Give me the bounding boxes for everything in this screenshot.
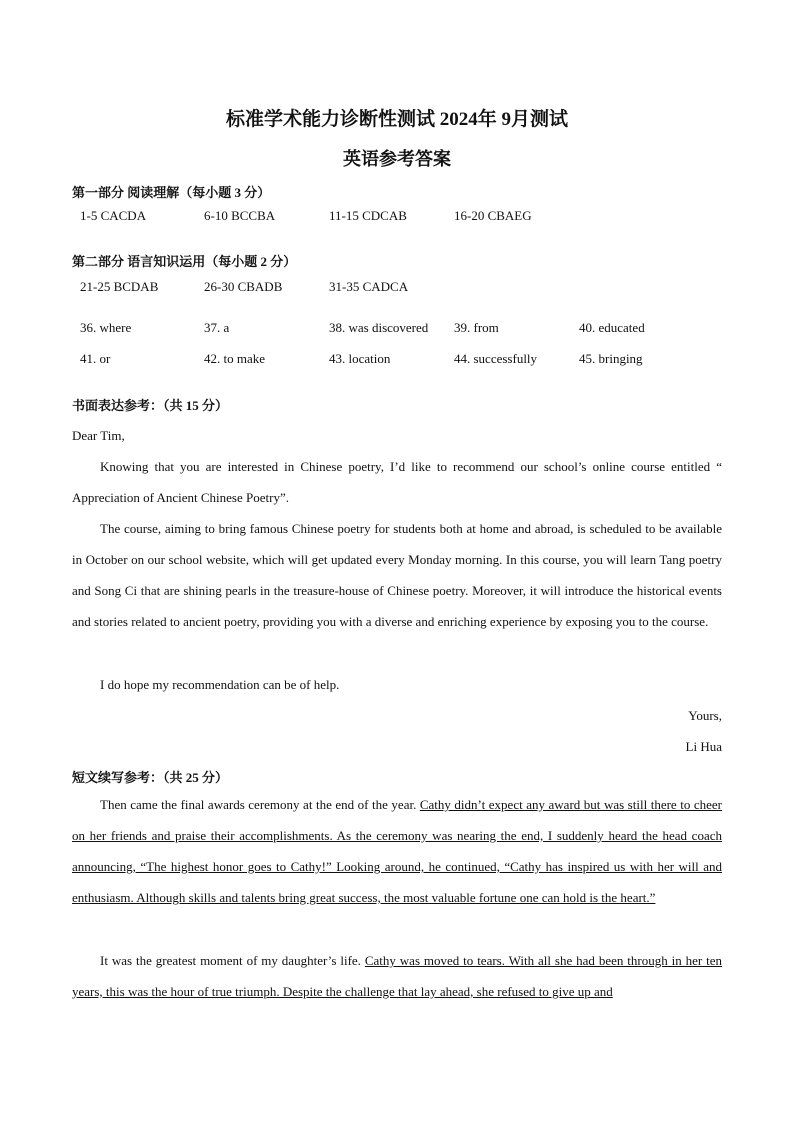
fill-answer-row — [0, 351, 794, 371]
part1-heading: 第一部分 阅读理解（每小题 3 分） — [72, 185, 271, 200]
fill-answer: 37. a — [204, 320, 230, 335]
answer-group: 11-15 CDCAB — [329, 208, 407, 223]
letter-signature: Li Hua — [685, 739, 722, 754]
underlined-text: Cathy was moved to tears. With all she had been through in her ten years, this was the hour of true triumph. Despite the challenge that lay ahead, she refused to give up and — [72, 953, 722, 999]
fill-answer: 43. location — [329, 351, 391, 366]
fill-answer-row — [0, 320, 794, 340]
answer-group: 26-30 CBADB — [204, 279, 283, 294]
fill-answer: 38. was discovered — [329, 320, 429, 335]
letter-closing: Yours, — [688, 708, 722, 723]
continuation-heading: 短文续写参考：（共 25 分） — [72, 770, 229, 785]
fill-answer: 36. where — [80, 320, 132, 335]
fill-answer: 40. educated — [579, 320, 645, 335]
letter-paragraph: I do hope my recommendation can be of help. — [100, 677, 340, 692]
answer-group: 1-5 CACDA — [80, 208, 147, 223]
letter-paragraph: Knowing that you are interested in Chinese poetry, I’d like to recommend our school’s online course entitled “ Appreciation of Ancient Chinese Poetry”. — [72, 459, 722, 505]
answer-group: 31-35 CADCA — [329, 279, 409, 294]
underlined-text: Cathy didn’t expect any award but was still there to cheer on her friends and praise their accomplishments. As the ceremony was nearing the end, I suddenly heard the head coach announcing, “The highest honor goes to Cathy!” Looking around, he continued, “Cathy has inspired us with her will and enthusiasm. Although skills and talents bring great success, the most valuable fortune one can hold is the heart.” — [72, 797, 722, 905]
fill-answer: 39. from — [454, 320, 499, 335]
part2-answer-row — [0, 279, 794, 299]
fill-answer: 41. or — [80, 351, 111, 366]
fill-answer: 44. successfully — [454, 351, 538, 366]
paragraph-lead: Then came the final awards ceremony at the end of the year. — [100, 797, 420, 812]
fill-answer: 45. bringing — [579, 351, 643, 366]
continuation-paragraph — [72, 789, 722, 913]
writing-heading: 书面表达参考：（共 15 分） — [72, 398, 229, 413]
answer-group: 21-25 BCDAB — [80, 279, 159, 294]
fill-answer: 42. to make — [204, 351, 266, 366]
document-subtitle: 英语参考答案 — [343, 149, 451, 169]
part1-answer-row — [0, 208, 794, 228]
letter-paragraph: The course, aiming to bring famous Chinese poetry for students both at home and abroad, is scheduled to be available in October on our school website, which will get updated every Monday morning. In this course, you will learn Tang poetry and Song Ci that are shining pearls in the treasure-house of Chinese poetry. Moreover, it will introduce the historical events and stories related to ancient poetry, providing you with a diverse and enriching experience by exposing you to the course. — [72, 521, 722, 629]
letter-salutation: Dear Tim, — [72, 428, 125, 443]
part2-heading: 第二部分 语言知识运用（每小题 2 分） — [72, 254, 297, 269]
answer-group: 6-10 BCCBA — [204, 208, 276, 223]
answer-group: 16-20 CBAEG — [454, 208, 532, 223]
continuation-paragraph — [72, 945, 722, 1007]
paragraph-lead: It was the greatest moment of my daughter’s life. — [100, 953, 365, 968]
document-title: 标准学术能力诊断性测试 2024年 9月测试 — [225, 109, 568, 130]
